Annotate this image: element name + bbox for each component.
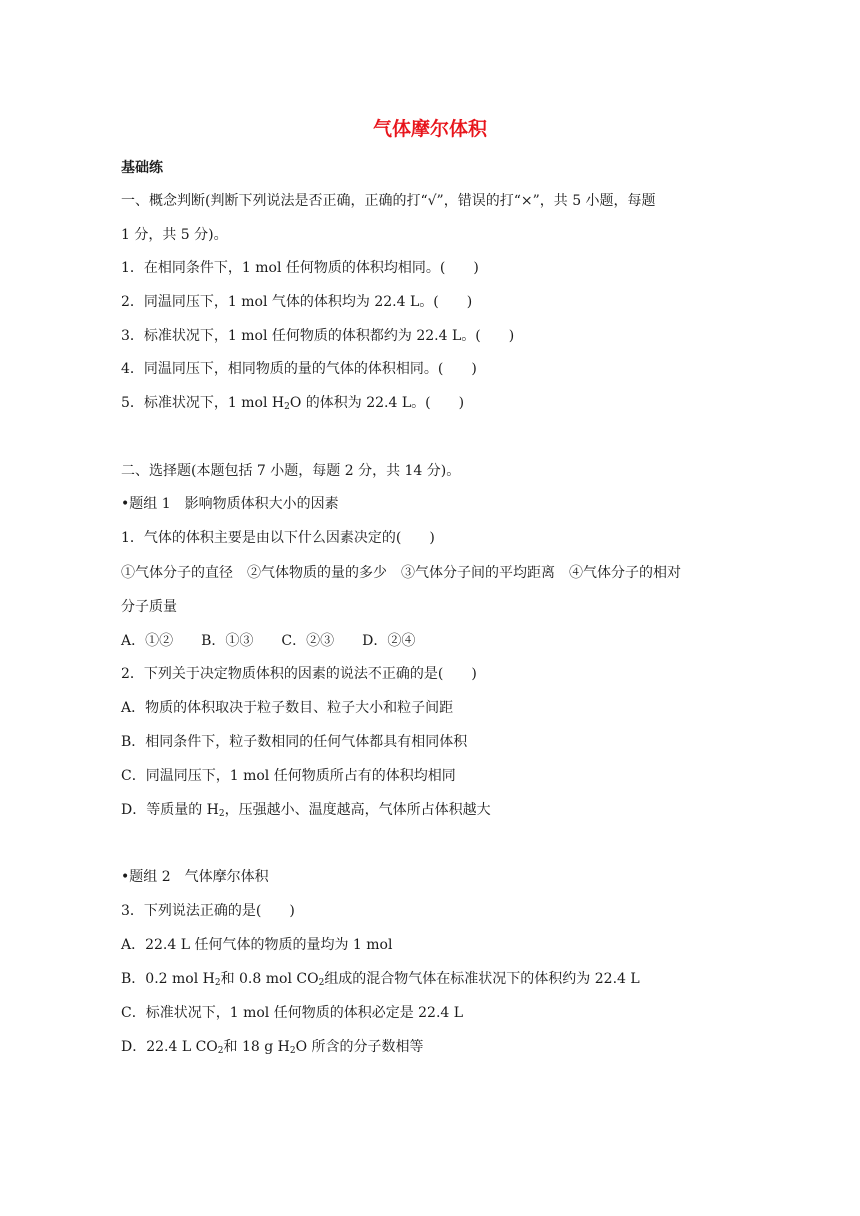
q1-factors-line1: ①气体分子的直径 ②气体物质的量的多少 ③气体分子间的平均距离 ④气体分子的相对: [121, 565, 681, 581]
part1-item-5: 5．标准状况下，1 mol $H_2O$ 的体积为 22.4 L。( ): [121, 395, 465, 412]
q1-options: A．①② B．①③ C．②③ D．②④: [121, 633, 416, 649]
section-label: 基础练: [121, 160, 163, 176]
page-title: 气体摩尔体积: [372, 118, 487, 140]
part1-item-1: 1．在相同条件下，1 mol 任何物质的体积均相同。( ): [121, 260, 479, 276]
group1-label: •题组 1 影响物质体积大小的因素: [121, 496, 339, 512]
part2-heading: 二、选择题(本题包括 7 小题，每题 2 分，共 14 分)。: [121, 463, 461, 479]
q2-option-c: C．同温同压下，1 mol 任何物质所占有的体积均相同: [121, 768, 456, 784]
part1-heading-line1: 一、概念判断(判断下列说法是否正确，正确的打“√”，错误的打“×”，共 5 小题，每题: [121, 193, 656, 209]
q3-option-d: D．22.4 L $CO_2$和 18 g $H_2O$ 所含的分子数相等: [121, 1039, 424, 1056]
q1-stem: 1．气体的体积主要是由以下什么因素决定的( ): [121, 530, 435, 546]
q2-stem: 2．下列关于决定物质体积的因素的说法不正确的是( ): [121, 666, 477, 682]
part1-item-3: 3．标准状况下，1 mol 任何物质的体积都约为 22.4 L。( ): [121, 328, 515, 344]
q2-option-b: B．相同条件下，粒子数相同的任何气体都具有相同体积: [121, 734, 468, 750]
group2-label: •题组 2 气体摩尔体积: [121, 869, 269, 885]
part1-heading-line2: 1 分，共 5 分)。: [121, 227, 228, 243]
part1-item-4: 4．同温同压下，相同物质的量的气体的体积相同。( ): [121, 361, 477, 377]
q1-factors-line2: 分子质量: [121, 599, 177, 615]
q3-stem: 3．下列说法正确的是( ): [121, 903, 295, 919]
q3-option-c: C．标准状况下，1 mol 任何物质的体积必定是 22.4 L: [121, 1005, 464, 1021]
q2-option-a: A．物质的体积取决于粒子数目、粒子大小和粒子间距: [121, 700, 454, 716]
q3-option-b: B．0.2 mol $H_2$和 0.8 mol $CO_2$组成的混合物气体在标准状况下的体积约为 22.4 L: [121, 971, 640, 988]
part1-item-2: 2．同温同压下，1 mol 气体的体积均为 22.4 L。( ): [121, 294, 473, 310]
q3-option-a: A．22.4 L 任何气体的物质的量均为 1 mol: [121, 937, 393, 953]
q2-option-d: D．等质量的 $H_2$，压强越小、温度越高，气体所占体积越大: [121, 802, 491, 819]
